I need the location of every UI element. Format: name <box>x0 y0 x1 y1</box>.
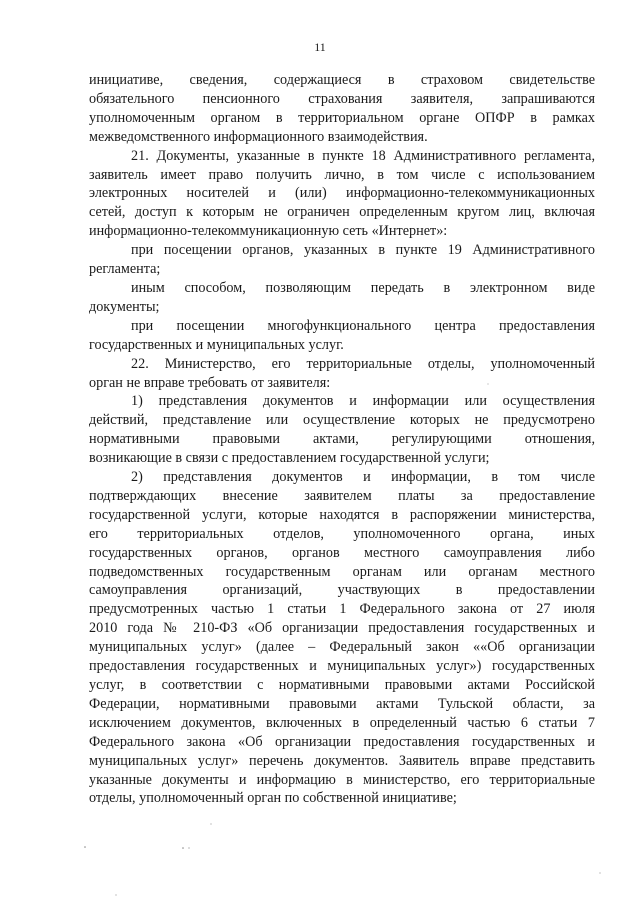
text-line: действий, представление или осуществление которых не предусмотрено <box>89 412 595 429</box>
text-line: информационно-телекоммуникационную сеть «Интернет»: <box>89 223 448 240</box>
text-line: 2010 года № 210-ФЗ «Об организации предоставления государственных и <box>89 620 595 637</box>
text-line: подведомственных государственным органам или органам местного <box>89 563 595 580</box>
text-line: предоставления государственных и муниципальных услуг») государственных <box>89 658 595 675</box>
text-line: государственных и муниципальных услуг. <box>89 336 344 353</box>
text-line: документы; <box>89 298 160 315</box>
text-line: государственных органов, органов местного самоуправления либо <box>89 544 595 561</box>
scan-speck <box>84 846 86 848</box>
text-line: 2) представления документов и информации, в том числе <box>131 469 595 486</box>
text-line: муниципальных услуг» перечень документов. Заявитель вправе представить <box>89 752 595 769</box>
text-line: межведомственного информационного взаимодействия. <box>89 128 428 145</box>
text-line: предусмотренных частью 1 статьи 1 Федерального закона от 27 июля <box>89 601 595 618</box>
text-line: 22. Министерство, его территориальные отделы, уполномоченный <box>131 355 595 372</box>
text-line: сетей, доступ к которым не ограничен определенным кругом лиц, включая <box>89 204 595 221</box>
page-number: 11 <box>314 40 326 54</box>
text-line: обязательного пенсионного страхования заявителя, запрашиваются <box>89 90 595 107</box>
text-line: подтверждающих внесение заявителем платы за предоставление <box>89 487 595 504</box>
scan-speck <box>188 847 189 848</box>
text-line: указанные документы и информацию в министерство, его территориальные <box>89 771 595 788</box>
scan-speck <box>487 383 488 384</box>
text-line: отделы, уполномоченный орган по собственной инициативе; <box>89 790 457 807</box>
text-line: Федерации, нормативными правовыми актами Тульской области, за <box>89 695 595 712</box>
text-line: заявитель имеет право получить лично, в том числе с использованием <box>89 166 595 183</box>
text-line: орган не вправе требовать от заявителя: <box>89 374 331 391</box>
text-line: уполномоченным органом в территориальном органе ОПФР в рамках <box>89 109 595 126</box>
scan-speck <box>599 872 600 873</box>
text-line: при посещении органов, указанных в пункте 19 Административного <box>131 242 595 259</box>
text-line: инициативе, сведения, содержащиеся в страховом свидетельстве <box>89 72 595 88</box>
text-line: самоуправления организаций, участвующих в предоставлении <box>89 582 595 599</box>
scan-speck <box>210 823 211 824</box>
scan-speck <box>115 894 116 895</box>
text-line: муниципальных услуг» (далее – Федеральный закон ««Об организации <box>89 639 595 656</box>
text-line: его территориальных отделов, уполномоченного органа, иных <box>89 525 595 542</box>
text-line: возникающие в связи с предоставлением государственной услуги; <box>89 450 490 467</box>
text-line: 1) представления документов и информации или осуществления <box>131 393 595 410</box>
text-line: исключением документов, включенных в определенный частью 6 статьи 7 <box>89 714 595 731</box>
text-line: регламента; <box>89 261 161 278</box>
text-line: услуг, в соответствии с нормативными правовыми актами Российской <box>89 677 595 693</box>
scan-speck <box>182 847 184 849</box>
text-line: Федерального закона «Об организации предоставления государственных и <box>89 733 595 750</box>
text-line: при посещении многофункционального центра предоставления <box>131 317 595 334</box>
text-line: 21. Документы, указанные в пункте 18 Административного регламента, <box>131 147 595 164</box>
text-line: нормативными правовыми актами, регулирующими отношения, <box>89 431 595 448</box>
text-line: государственной услуги, которые находятся в распоряжении министерства, <box>89 506 595 523</box>
text-line: электронных носителей и (или) информационно-телекоммуникационных <box>89 185 595 202</box>
text-line: иным способом, позволяющим передать в электронном виде <box>131 279 595 296</box>
